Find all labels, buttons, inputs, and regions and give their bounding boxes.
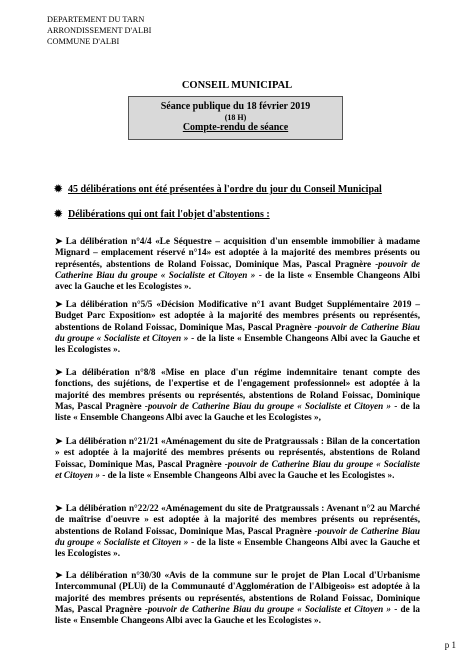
star-bullet-icon: ✹ <box>54 209 63 220</box>
header-department: DEPARTEMENT DU TARN <box>47 15 145 24</box>
deliberation-item: ➤ La délibération n°5/5 «Décision Modificative n°1 avant Budget Supplémentaire 2019 – Budget Parc Exposition» est adoptée à la majorité des membres présents ou représentés, abstentions de Roland Foissac, Dominique Mas, Pascal Pragnère -pouvoir de Catherine Biau du groupe « Socialiste et Citoyen » - de la liste « Ensemble Changeons Albi avec la Gauche et les Ecologistes ». <box>55 299 420 355</box>
session-subtitle: Compte-rendu de séance <box>182 122 289 133</box>
arrow-bullet-icon: ➤ <box>55 503 63 513</box>
arrow-bullet-icon: ➤ <box>55 436 63 446</box>
header-arrondissement: ARRONDISSEMENT D'ALBI <box>47 26 152 35</box>
deliberation-item: ➤ La délibération n°4/4 «Le Séquestre – acquisition d'un ensemble immobilier à madame Mignard – emplacement réservé n°14» est adoptée à la majorité des membres présents ou représentés, abstentions de Roland Foissac, Dominique Mas, Pascal Pragnère -pouvoir de Catherine Biau du groupe « Socialiste et Citoyen » - de la liste « Ensemble Changeons Albi avec la Gauche et les Ecologistes ». <box>55 236 420 292</box>
page-number: p 1 <box>444 640 456 650</box>
arrow-bullet-icon: ➤ <box>55 299 63 309</box>
deliberation-item: ➤ La délibération n°30/30 «Avis de la commune sur le projet de Plan Local d'Urbanisme Intercommunal (PLUi) de la Communauté d'Agglomération de l'Albigeois» est adoptée à la majorité des membres présents ou représentés, abstentions de Roland Foissac, Dominique Mas, Pascal Pragnère -pouvoir de Catherine Biau du groupe « Socialiste et Citoyen » - de la liste « Ensemble Changeons Albi avec la Gauche et les Ecologistes ». <box>55 570 420 626</box>
bullet-text: Délibérations qui ont fait l'objet d'abstentions : <box>68 209 270 220</box>
star-bullet-icon: ✹ <box>54 184 63 195</box>
document-title: CONSEIL MUNICIPAL <box>181 80 293 91</box>
bullet-abstentions <box>54 209 270 220</box>
arrow-bullet-icon: ➤ <box>55 236 63 246</box>
arrow-bullet-icon: ➤ <box>55 367 63 377</box>
deliberation-item: ➤ La délibération n°8/8 «Mise en place d'un régime indemnitaire tenant compte des fonctions, des sujétions, de l'expertise et de l'engagement professionnel» est adoptée à la majorité des membres présents ou représentés, abstentions de Roland Foissac, Dominique Mas, Pascal Pragnère -pouvoir de Catherine Biau du groupe « Socialiste et Citoyen » - de la liste « Ensemble Changeons Albi avec la Gauche et les Ecologistes », <box>55 367 420 423</box>
deliberation-item: ➤ La délibération n°22/22 «Aménagement du site de Pratgraussals : Avenant n°2 au Marché de maîtrise d'oeuvre » est adoptée à la majorité des membres présents ou représentés, abstentions de Roland Foissac, Dominique Mas, Pascal Pragnère -pouvoir de Catherine Biau du groupe « Socialiste et Citoyen » - de la liste « Ensemble Changeons Albi avec la Gauche et les Ecologistes ». <box>55 503 420 559</box>
arrow-bullet-icon: ➤ <box>55 570 63 580</box>
bullet-text: 45 délibérations ont été présentées à l'ordre du jour du Conseil Municipal <box>68 184 382 195</box>
session-time: (18 H) <box>224 113 247 122</box>
document-header <box>47 14 151 47</box>
header-commune: COMMUNE D'ALBI <box>47 37 120 46</box>
session-date: Séance publique du 18 février 2019 <box>160 101 311 112</box>
session-box <box>128 96 343 140</box>
bullet-deliberations-count <box>54 184 382 195</box>
deliberation-item: ➤ La délibération n°21/21 «Aménagement du site de Pratgraussals : Bilan de la concertation » est adoptée à la majorité des membres présents ou représentés, abstentions de Roland Foissac, Dominique Mas, Pascal Pragnère -pouvoir de Catherine Biau du groupe « Socialiste et Citoyen » - de la liste « Ensemble Changeons Albi avec la Gauche et les Ecologistes ». <box>55 436 420 480</box>
